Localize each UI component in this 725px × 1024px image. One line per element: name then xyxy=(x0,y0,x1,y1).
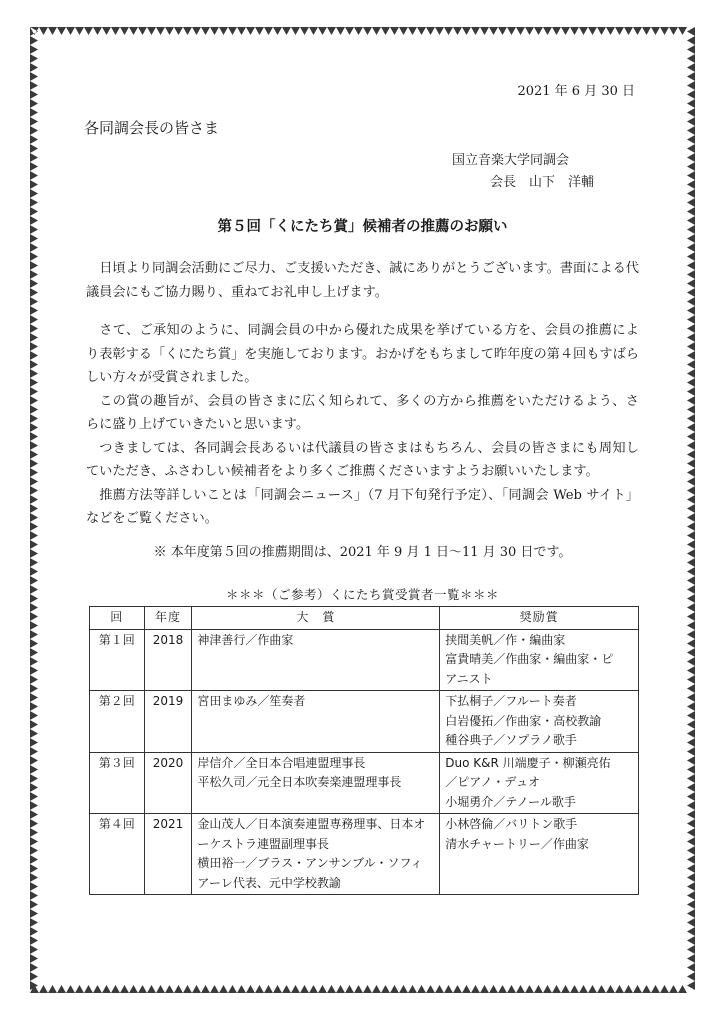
grand-prize-line: 宮田まゆみ／笙奏者 xyxy=(197,694,306,708)
encouragement-line: ／ピアノ・デュオ xyxy=(445,775,540,789)
grand-prize-cell xyxy=(192,629,440,691)
header-grand-prize: 大 賞 xyxy=(192,607,440,630)
table-row xyxy=(90,814,639,895)
encouragement-line: 種谷典子／ソプラノ歌手 xyxy=(445,733,577,747)
table-row xyxy=(90,629,639,691)
encouragement-line: アニスト xyxy=(445,671,493,686)
encouragement-cell xyxy=(440,752,639,814)
paragraph-group-main xyxy=(86,319,639,531)
round-cell: 第３回 xyxy=(90,752,145,814)
addressee: 各同調会長の皆さま xyxy=(84,119,220,137)
grand-prize-line: 平松久司／元全日本吹奏楽連盟理事長 xyxy=(197,775,402,789)
grand-prize-line: ーケストラ連盟副理事長 xyxy=(197,836,329,851)
sender-organization: 国立音楽大学同調会 xyxy=(452,153,570,168)
grand-prize-cell xyxy=(192,752,440,814)
year-cell: 2018 xyxy=(144,629,192,691)
table-header-row xyxy=(90,607,639,630)
awards-table-title: ＊＊＊（ご参考）くにたち賞受賞者一覧＊＊＊ xyxy=(225,587,499,602)
paragraph-5: 推薦方法等詳しいことは「同調会ニュース」（7 月下旬発行予定）、「同調会 Web サイト」などをご覧ください。 xyxy=(86,487,639,526)
grand-prize-cell xyxy=(192,691,440,753)
table-row xyxy=(90,691,639,753)
grand-prize-line: 金山茂人／日本演奏連盟専務理事、日本オ xyxy=(197,817,426,831)
nomination-period-notice: ※ 本年度第５回の推薦期間は、2021 年 9 月 1 日～11 月 30 日です。 xyxy=(153,545,572,560)
table-row xyxy=(90,752,639,814)
letter-title: 第５回「くにたち賞」候補者の推薦のお願い xyxy=(217,219,508,235)
paragraph-3: この賞の趣旨が、会員の皆さまに広く知られて、多くの方から推薦をいただけるよう、さらに盛り上げていきたいと思います。 xyxy=(86,393,639,432)
paragraph-2: さて、ご承知のように、同調会員の中から優れた成果を挙げている方を、会員の推薦により表彰する「くにたち賞」を実施しております。おかげをもちまして昨年度の第４回もすばらしい方々が受賞されました。 xyxy=(86,323,639,385)
encouragement-cell xyxy=(440,629,639,691)
encouragement-line: 富貴晴美／作曲家・編曲家・ピ xyxy=(445,652,614,666)
header-year: 年度 xyxy=(144,607,192,630)
encouragement-line: 小堀勇介／テノール歌手 xyxy=(445,794,576,809)
encouragement-line: Duo K&R 川端慶子・柳瀬亮佑 xyxy=(445,755,611,770)
year-cell: 2020 xyxy=(144,752,192,814)
round-cell: 第１回 xyxy=(90,629,145,691)
grand-prize-line: 神津善行／作曲家 xyxy=(197,632,294,647)
year-cell: 2019 xyxy=(144,691,192,753)
sender-representative: 会長 山下 洋輔 xyxy=(490,175,595,190)
header-encouragement-prize: 奨励賞 xyxy=(440,607,639,630)
encouragement-line: 小林啓倫／バリトン歌手 xyxy=(445,817,578,831)
year-cell: 2021 xyxy=(144,814,192,895)
encouragement-line: 挟間美帆／作・編曲家 xyxy=(445,632,566,647)
grand-prize-line: アーレ代表、元中学校教諭 xyxy=(197,875,341,890)
round-cell: 第２回 xyxy=(90,691,145,753)
encouragement-line: 下払桐子／フルート奏者 xyxy=(445,694,577,708)
encouragement-line: 清水チャートリー／作曲家 xyxy=(445,836,589,851)
header-round: 回 xyxy=(90,607,145,630)
paragraph-greeting xyxy=(86,257,639,304)
encouragement-cell xyxy=(440,691,639,753)
paragraph-1: 日頃より同調会活動にご尽力、ご支援いただき、誠にありがとうございます。書面による代議員会にもご協力賜り、重ねてお礼申し上げます。 xyxy=(86,261,639,300)
awards-table xyxy=(89,606,639,895)
grand-prize-line: 横田裕一／ブラス・アンサンブル・ソフィ xyxy=(197,856,423,870)
grand-prize-line: 岸信介／全日本合唱連盟理事長 xyxy=(197,755,366,770)
encouragement-line: 白岩優拓／作曲家・高校教諭 xyxy=(445,713,602,728)
grand-prize-cell xyxy=(192,814,440,895)
letter-date: 2021 年 6 月 30 日 xyxy=(517,84,635,99)
paragraph-4: つきましては、各同調会長あるいは代議員の皆さまはもちろん、会員の皆さまにも周知していただき、ふさわしい候補者をより多くご推薦くださいますようお願いいたします。 xyxy=(86,440,639,479)
encouragement-cell xyxy=(440,814,639,895)
round-cell: 第４回 xyxy=(90,814,145,895)
